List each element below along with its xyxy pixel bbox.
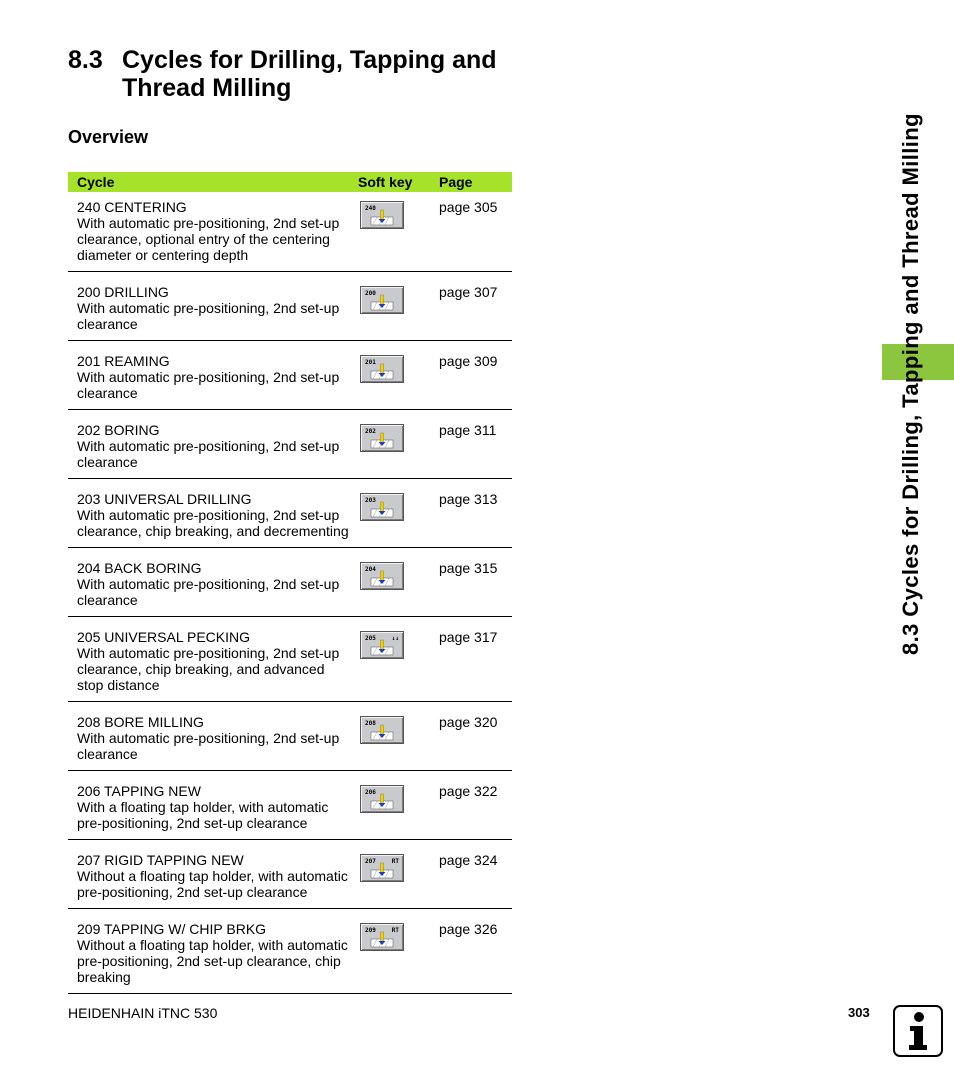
softkey-cell xyxy=(349,341,430,410)
softkey-cycle-number: 204 xyxy=(365,566,376,573)
cycle-description: With automatic pre-positioning, 2nd set-up clearance xyxy=(77,300,340,332)
cycles-overview-table xyxy=(68,172,512,994)
table-body xyxy=(68,192,512,994)
header-softkey: Soft key xyxy=(349,172,430,192)
cycle-description: Without a floating tap holder, with automatic pre-positioning, 2nd set-up clearance, chip breaking xyxy=(77,937,348,985)
cycle-cell xyxy=(68,771,349,840)
cycle-name: 209 TAPPING W/ CHIP BRKG xyxy=(77,921,267,937)
softkey-cycle-number: 240 xyxy=(365,205,376,212)
tapping-softkey-icon xyxy=(360,785,404,813)
cycle-cell xyxy=(68,702,349,771)
softkey-cycle-number: 209 xyxy=(365,927,376,934)
cycle-cell xyxy=(68,410,349,479)
table-header-row xyxy=(68,172,512,192)
cycle-description: With automatic pre-positioning, 2nd set-up clearance xyxy=(77,438,340,470)
tool-and-hole-graphic xyxy=(361,287,403,313)
table-row xyxy=(68,341,512,410)
softkey-cell xyxy=(349,617,430,702)
softkey-cell xyxy=(349,479,430,548)
cycle-description: With automatic pre-positioning, 2nd set-up clearance, chip breaking, and decrementing xyxy=(77,507,349,539)
boring-softkey-icon xyxy=(360,424,404,452)
page-reference: page 309 xyxy=(430,341,512,410)
cycle-name: 205 UNIVERSAL PECKING xyxy=(77,629,250,645)
softkey-cell xyxy=(349,548,430,617)
cycle-name: 200 DRILLING xyxy=(77,284,169,300)
cycle-cell xyxy=(68,617,349,702)
cycle-description: With automatic pre-positioning, 2nd set-up clearance xyxy=(77,576,340,608)
softkey-cell xyxy=(349,771,430,840)
tool-and-hole-graphic xyxy=(361,924,403,950)
tool-and-hole-graphic xyxy=(361,494,403,520)
page-reference: page 326 xyxy=(430,909,512,994)
softkey-cycle-number: 207 xyxy=(365,858,376,865)
tool-and-hole-graphic xyxy=(361,563,403,589)
tool-and-hole-graphic xyxy=(361,855,403,881)
table-row xyxy=(68,272,512,341)
header-cycle: Cycle xyxy=(68,172,349,192)
cycle-name: 206 TAPPING NEW xyxy=(77,783,201,799)
page-reference: page 315 xyxy=(430,548,512,617)
softkey-cell xyxy=(349,909,430,994)
cycle-description: With automatic pre-positioning, 2nd set-up clearance, optional entry of the centering diameter or centering depth xyxy=(77,215,340,263)
section-number: 8.3 xyxy=(68,46,103,74)
tapping-chip-breaking-softkey-icon xyxy=(360,923,404,951)
footer-page-number: 303 xyxy=(848,1005,870,1020)
tool-and-hole-graphic xyxy=(361,425,403,451)
page-reference: page 320 xyxy=(430,702,512,771)
cycle-description: With automatic pre-positioning, 2nd set-up clearance xyxy=(77,730,340,762)
page-reference: page 313 xyxy=(430,479,512,548)
cycle-description: With a floating tap holder, with automatic pre-positioning, 2nd set-up clearance xyxy=(77,799,329,831)
softkey-cycle-number: 200 xyxy=(365,290,376,297)
page-reference: page 322 xyxy=(430,771,512,840)
cycle-cell xyxy=(68,548,349,617)
tool-and-hole-graphic xyxy=(361,632,403,658)
table-row xyxy=(68,479,512,548)
tool-and-hole-graphic xyxy=(361,356,403,382)
bore-milling-softkey-icon xyxy=(360,716,404,744)
softkey-cell xyxy=(349,272,430,341)
table-row xyxy=(68,840,512,909)
section-title: Cycles for Drilling, Tapping and Thread Milling xyxy=(122,46,497,102)
softkey-cycle-number: 205 xyxy=(365,635,376,642)
softkey-cycle-number: 202 xyxy=(365,428,376,435)
universal-pecking-softkey-icon xyxy=(360,631,404,659)
table-row xyxy=(68,548,512,617)
cycle-description: With automatic pre-positioning, 2nd set-up clearance, chip breaking, and advanced stop distance xyxy=(77,645,340,693)
info-icon xyxy=(893,1005,943,1057)
softkey-cycle-number: 208 xyxy=(365,720,376,727)
cycle-name: 203 UNIVERSAL DRILLING xyxy=(77,491,252,507)
cycle-name: 208 BORE MILLING xyxy=(77,714,204,730)
section-heading xyxy=(68,46,528,102)
page-reference: page 317 xyxy=(430,617,512,702)
table-row xyxy=(68,617,512,702)
header-page: Page xyxy=(430,172,512,192)
softkey-cell xyxy=(349,702,430,771)
page-reference: page 311 xyxy=(430,410,512,479)
cycle-description: With automatic pre-positioning, 2nd set-up clearance xyxy=(77,369,340,401)
table-row xyxy=(68,771,512,840)
tool-and-hole-graphic xyxy=(361,717,403,743)
table-row xyxy=(68,410,512,479)
rigid-tapping-softkey-icon xyxy=(360,854,404,882)
tool-and-hole-graphic xyxy=(361,786,403,812)
table-row xyxy=(68,909,512,994)
cycle-description: Without a floating tap holder, with automatic pre-positioning, 2nd set-up clearance xyxy=(77,868,348,900)
softkey-cycle-number: 201 xyxy=(365,359,376,366)
cycle-cell xyxy=(68,840,349,909)
softkey-cell xyxy=(349,840,430,909)
tool-and-hole-graphic xyxy=(361,202,403,228)
softkey-cell xyxy=(349,192,430,272)
table-row xyxy=(68,702,512,771)
cycle-cell xyxy=(68,479,349,548)
reaming-softkey-icon xyxy=(360,355,404,383)
drilling-softkey-icon xyxy=(360,286,404,314)
cycle-cell xyxy=(68,909,349,994)
softkey-cycle-number: 203 xyxy=(365,497,376,504)
side-running-title: 8.3 Cycles for Drilling, Tapping and Thread Milling xyxy=(898,113,923,655)
softkey-extra-label: RT xyxy=(391,927,399,934)
cycle-name: 201 REAMING xyxy=(77,353,170,369)
universal-drilling-softkey-icon xyxy=(360,493,404,521)
cycle-cell xyxy=(68,272,349,341)
cycle-cell xyxy=(68,341,349,410)
softkey-extra-label: RT xyxy=(391,858,399,865)
softkey-cell xyxy=(349,410,430,479)
subsection-heading: Overview xyxy=(68,127,149,147)
softkey-cycle-number: 206 xyxy=(365,789,376,796)
softkey-extra-label: ↓↓ xyxy=(391,635,399,642)
footer-product: HEIDENHAIN iTNC 530 xyxy=(68,1005,218,1021)
page-reference: page 324 xyxy=(430,840,512,909)
page-reference: page 305 xyxy=(430,192,512,272)
back-boring-softkey-icon xyxy=(360,562,404,590)
cycle-cell xyxy=(68,192,349,272)
table-row xyxy=(68,192,512,272)
page-reference: page 307 xyxy=(430,272,512,341)
centering-softkey-icon xyxy=(360,201,404,229)
cycle-name: 207 RIGID TAPPING NEW xyxy=(77,852,244,868)
cycle-name: 240 CENTERING xyxy=(77,199,187,215)
cycle-name: 202 BORING xyxy=(77,422,160,438)
cycle-name: 204 BACK BORING xyxy=(77,560,202,576)
